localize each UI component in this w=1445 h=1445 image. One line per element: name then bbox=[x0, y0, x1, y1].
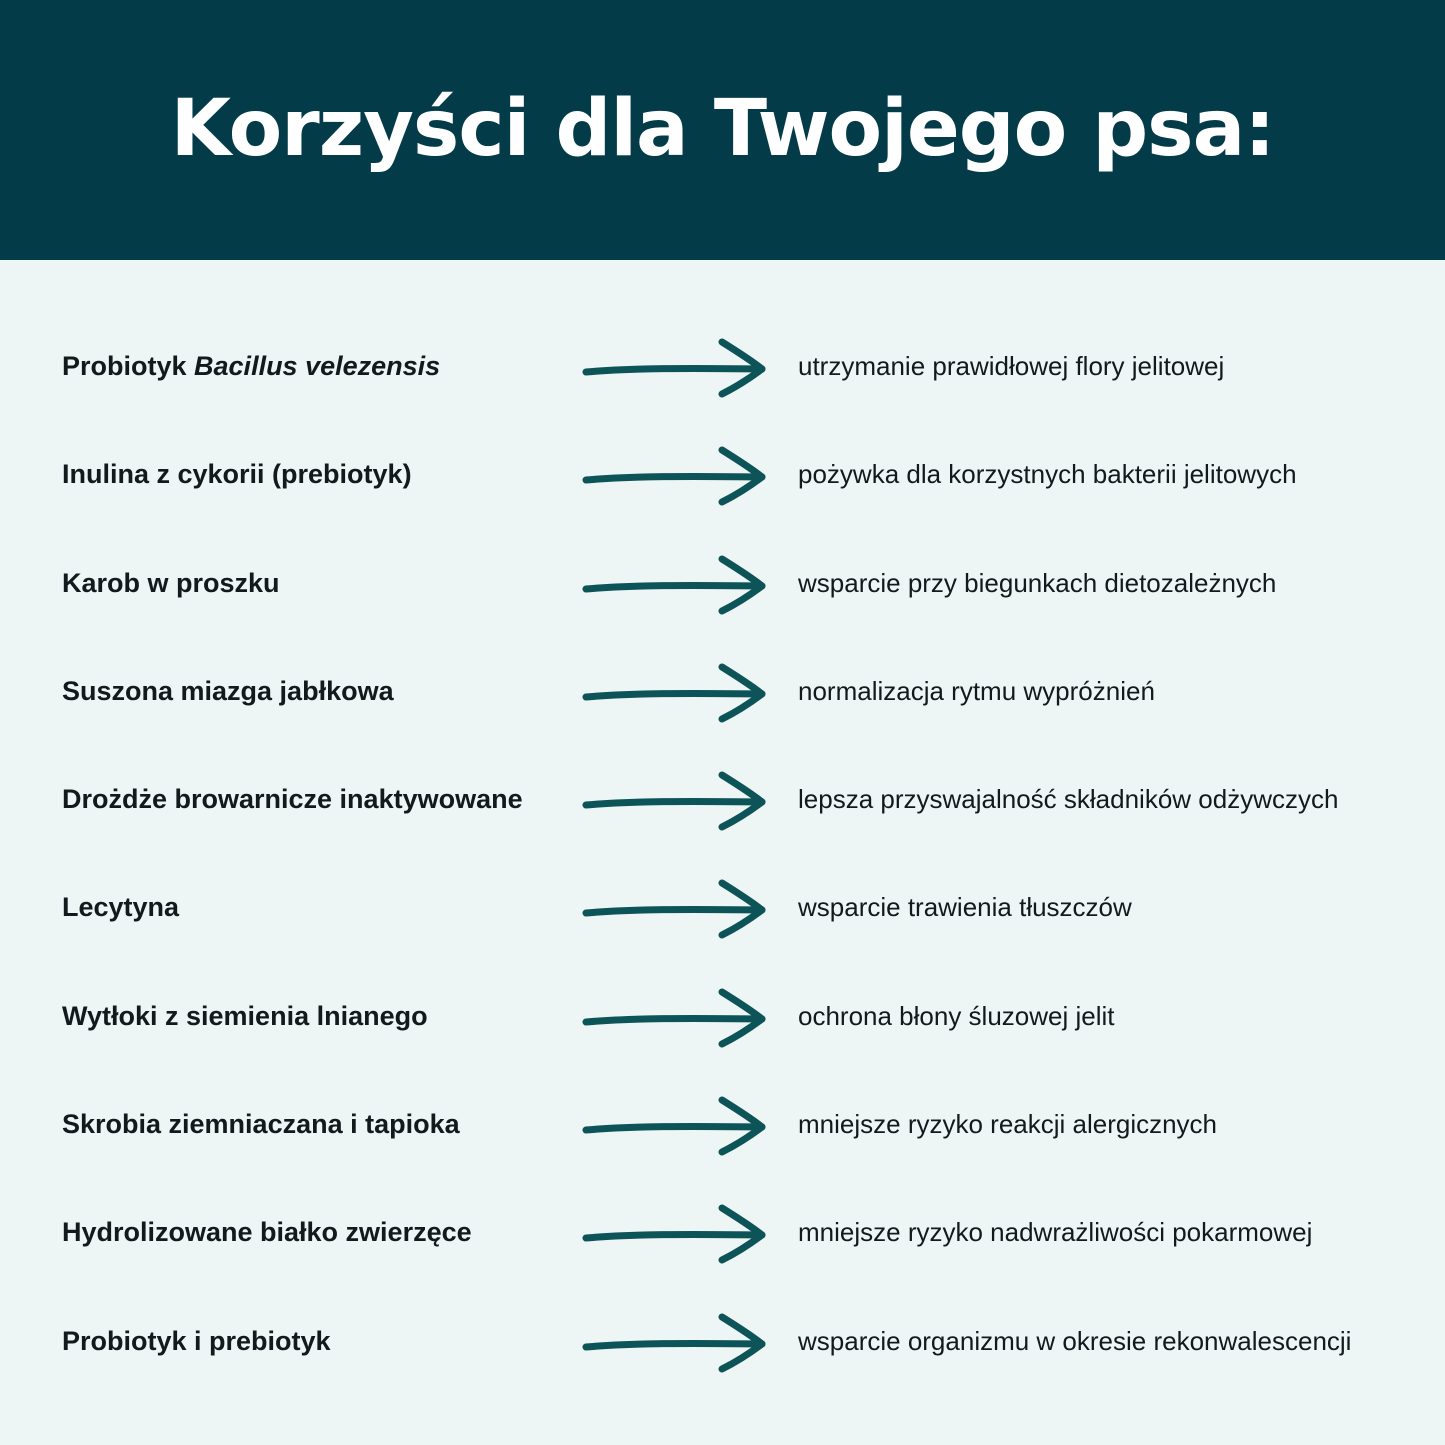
benefit-text: lepsza przyswajalność składników odżywczych bbox=[798, 784, 1339, 815]
benefit-text: utrzymanie prawidłowej flory jelitowej bbox=[798, 351, 1225, 381]
arrow-right-icon bbox=[580, 336, 772, 398]
ingredient-label bbox=[62, 563, 280, 603]
ingredient-label bbox=[62, 671, 394, 711]
benefit-text: normalizacja rytmu wypróżnień bbox=[798, 675, 1155, 706]
benefit-text: wsparcie organizmu w okresie rekonwalescencji bbox=[798, 1325, 1352, 1356]
ingredient-text: Probiotyk i prebiotyk bbox=[62, 1325, 331, 1356]
benefit-text: wsparcie trawienia tłuszczów bbox=[798, 892, 1132, 923]
ingredient-label bbox=[62, 1321, 331, 1361]
page-title: Korzyści dla Twojego psa: bbox=[170, 84, 1275, 174]
list-item bbox=[0, 418, 1445, 526]
benefit-text: wsparcie przy biegunkach dietozależnych bbox=[798, 567, 1277, 598]
header-banner bbox=[0, 0, 1445, 260]
list-item bbox=[0, 960, 1445, 1068]
ingredient-text: Drożdże browarnicze inaktywowane bbox=[62, 784, 523, 815]
ingredient-text: Wytłoki z siemienia lnianego bbox=[62, 1000, 428, 1031]
list-item bbox=[0, 743, 1445, 851]
ingredient-label bbox=[62, 1104, 460, 1144]
list-item bbox=[0, 635, 1445, 743]
list-item bbox=[0, 1176, 1445, 1284]
arrow-right-icon bbox=[580, 1202, 772, 1264]
benefit-text: ochrona błony śluzowej jelit bbox=[798, 1000, 1115, 1031]
arrow-right-icon bbox=[580, 661, 772, 723]
ingredient-text: Hydrolizowane białko zwierzęce bbox=[62, 1217, 472, 1248]
ingredient-text: Lecytyna bbox=[62, 892, 180, 923]
arrow-right-icon bbox=[580, 877, 772, 939]
arrow-right-icon bbox=[580, 1094, 772, 1156]
benefit-text: mniejsze ryzyko reakcji alergicznych bbox=[798, 1109, 1218, 1140]
ingredient-label bbox=[62, 887, 179, 927]
ingredient-label bbox=[62, 779, 523, 819]
benefits-list bbox=[0, 310, 1445, 1393]
list-item bbox=[0, 851, 1445, 959]
ingredient-text: Skrobia ziemniaczana i tapioka bbox=[62, 1109, 460, 1140]
list-item bbox=[0, 1285, 1445, 1393]
ingredient-text: Suszona miazga jabłkowa bbox=[62, 675, 394, 706]
list-item bbox=[0, 310, 1445, 418]
arrow-right-icon bbox=[580, 553, 772, 615]
arrow-right-icon bbox=[580, 769, 772, 831]
list-item bbox=[0, 527, 1445, 635]
ingredient-text: Karob w proszku bbox=[62, 567, 280, 598]
list-item bbox=[0, 1068, 1445, 1176]
ingredient-label bbox=[62, 346, 440, 386]
arrow-right-icon bbox=[580, 1311, 772, 1373]
ingredient-text: Inulina z cykorii (prebiotyk) bbox=[62, 459, 412, 490]
ingredient-label bbox=[62, 996, 428, 1036]
ingredient-italic-text: Bacillus velezensis bbox=[194, 351, 441, 381]
arrow-right-icon bbox=[580, 444, 772, 506]
benefit-text: mniejsze ryzyko nadwrażliwości pokarmowej bbox=[798, 1217, 1313, 1248]
ingredient-text: Probiotyk bbox=[62, 351, 195, 381]
ingredient-label bbox=[62, 454, 412, 494]
benefit-text: pożywka dla korzystnych bakterii jelitowych bbox=[798, 459, 1297, 490]
arrow-right-icon bbox=[580, 986, 772, 1048]
ingredient-label bbox=[62, 1212, 472, 1252]
